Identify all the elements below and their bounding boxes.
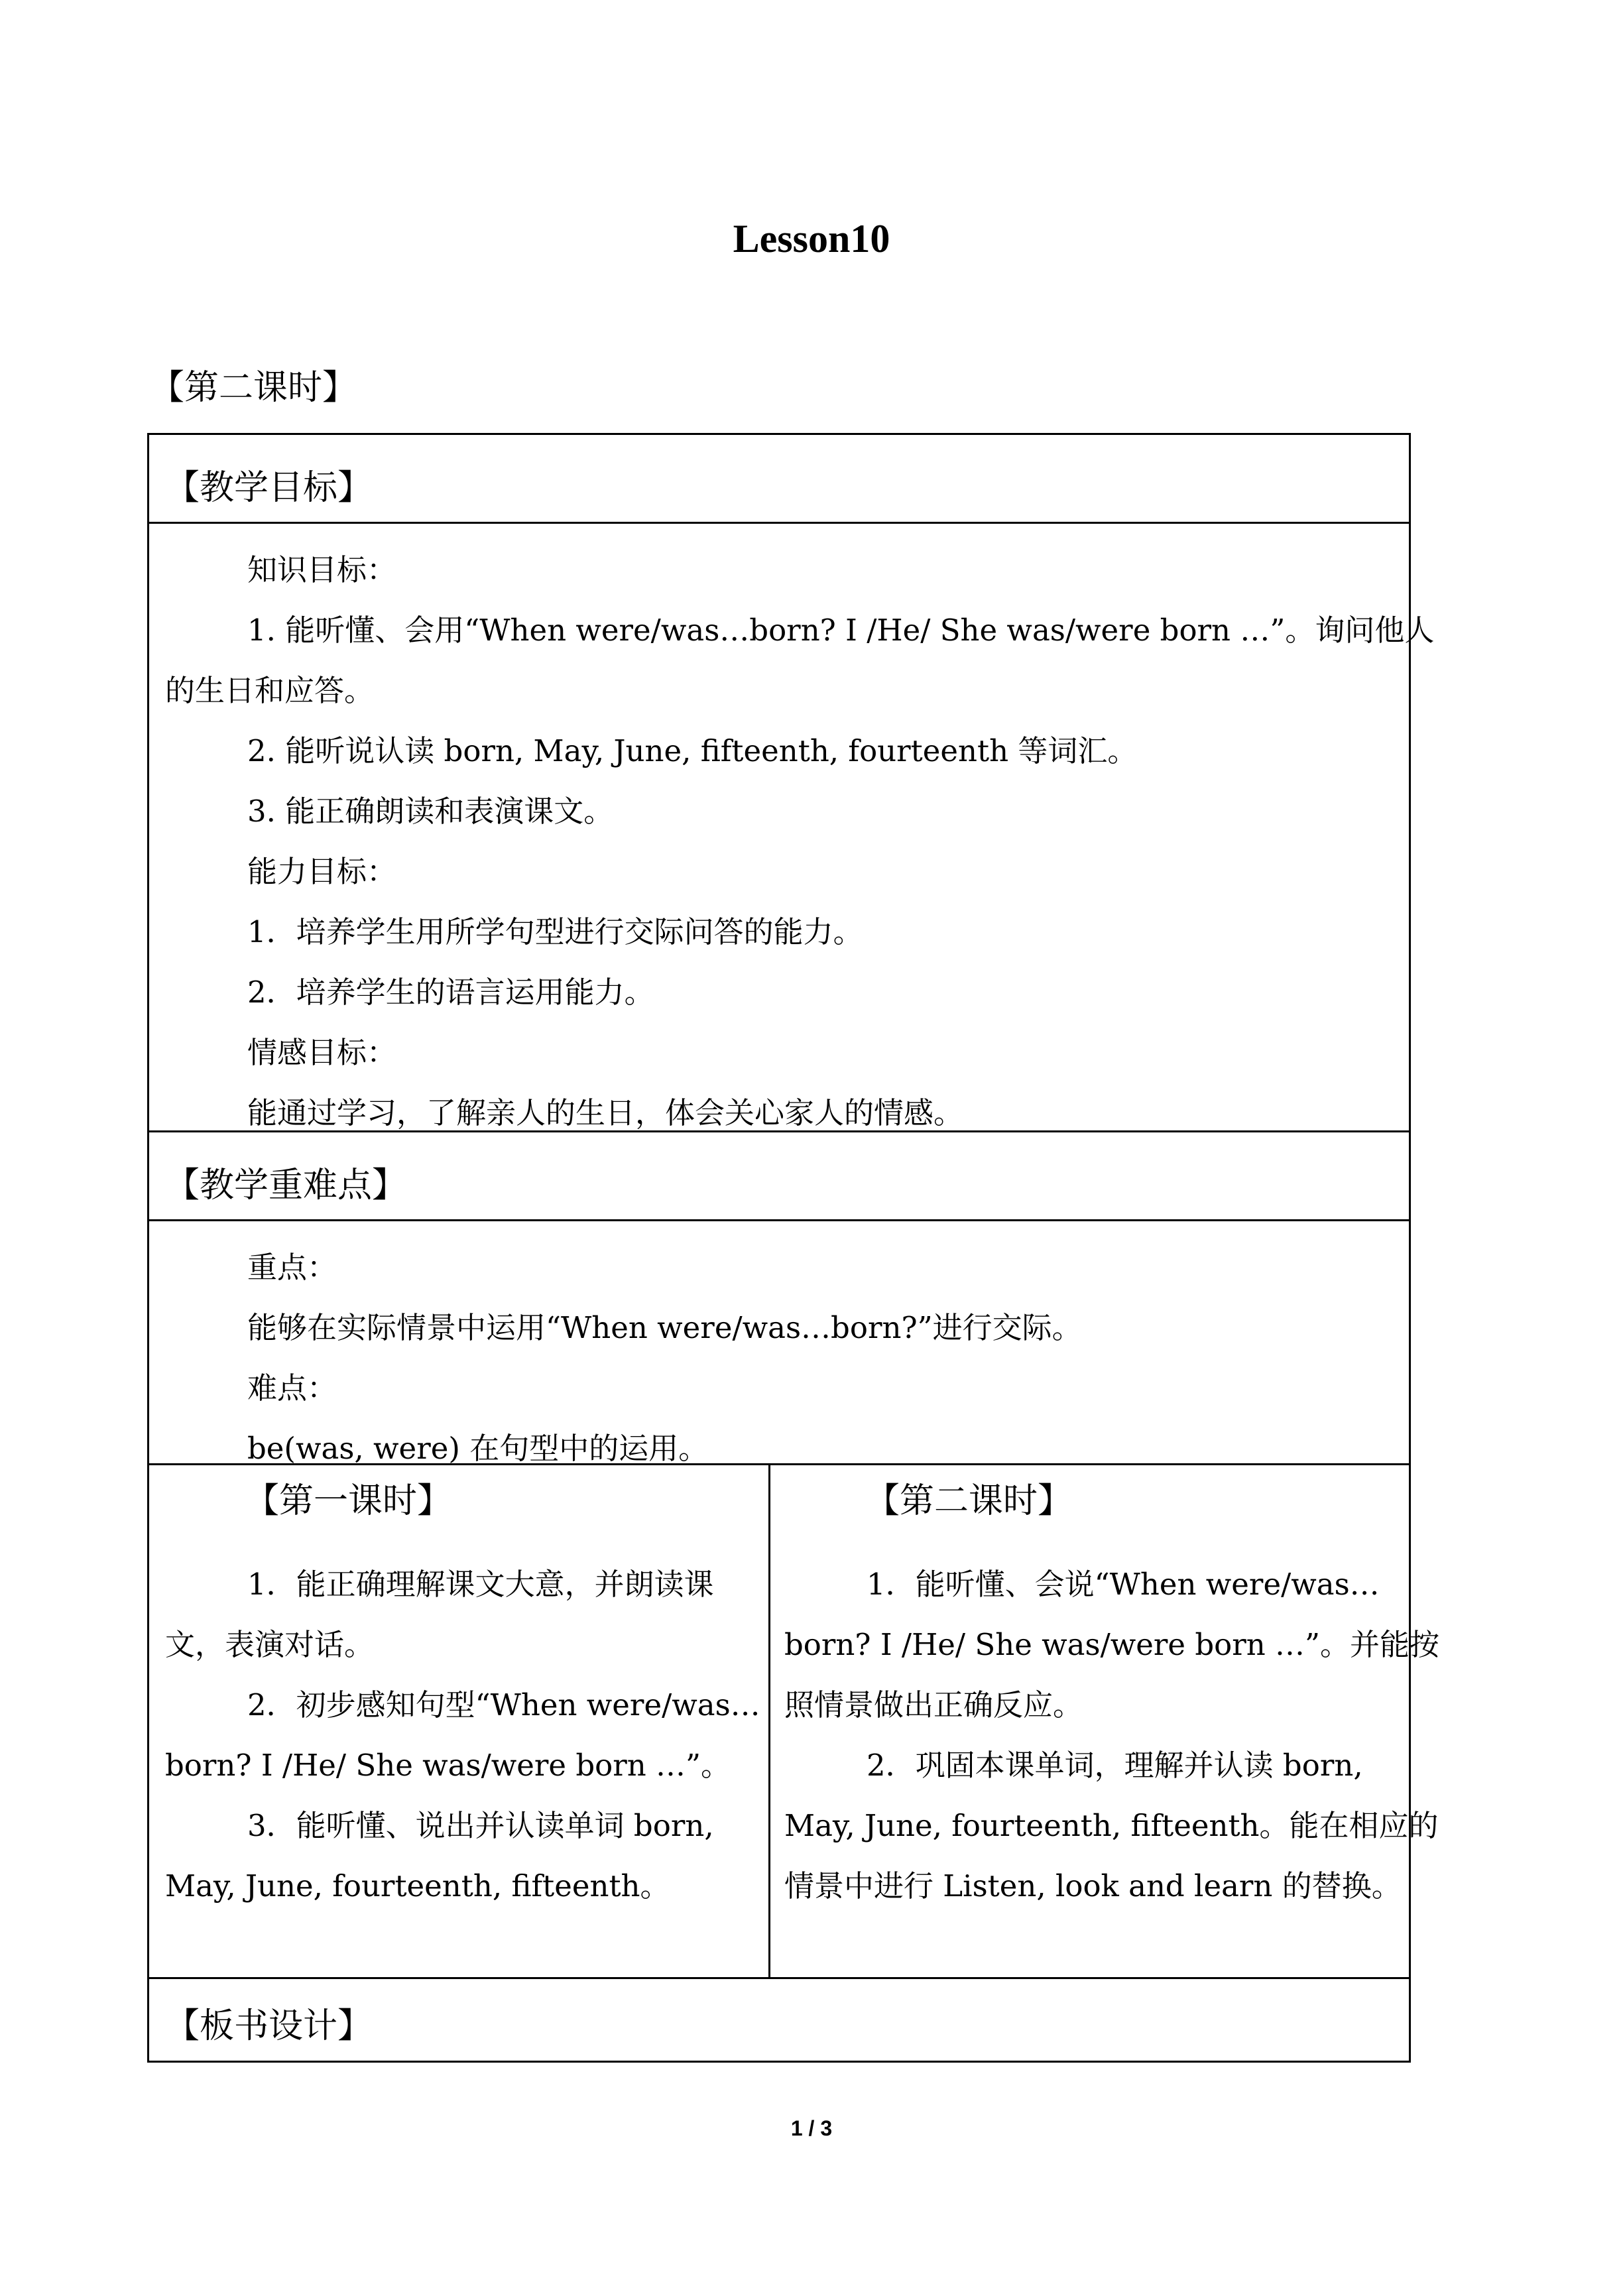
divider xyxy=(149,1130,1409,1132)
ability-item-1: 1．培养学生用所学句型进行交际问答的能力。 xyxy=(247,914,863,949)
ability-item-2: 2．培养学生的语言运用能力。 xyxy=(247,975,654,1010)
lesson2-header: 【第二课时】 xyxy=(865,1481,1073,1521)
knowledge-item-1-cont: 的生日和应答。 xyxy=(165,673,375,708)
difficulty-label: 难点： xyxy=(247,1370,337,1406)
lesson1-header: 【第一课时】 xyxy=(245,1481,452,1521)
knowledge-item-3: 3. 能正确朗读和表演课文。 xyxy=(247,794,614,829)
key-points-header: 【教学重难点】 xyxy=(165,1166,407,1205)
lesson-plan-table xyxy=(147,433,1440,2063)
lesson2-item-1-cont2: 照情景做出正确反应。 xyxy=(784,1687,1083,1722)
lesson1-body xyxy=(165,1554,760,1916)
page-title: Lesson10 xyxy=(733,217,890,261)
divider xyxy=(149,522,1409,524)
objectives-body xyxy=(165,540,1434,1143)
page-number: 1 / 3 xyxy=(790,2116,833,2140)
focus-label: 重点： xyxy=(247,1250,337,1285)
divider xyxy=(149,1219,1409,1221)
difficulty-text: be(was, were) 在句型中的运用。 xyxy=(247,1431,709,1466)
lesson1-item-1: 1．能正确理解课文大意，并朗读课 xyxy=(247,1567,714,1602)
lesson2-item-2-cont2: 情景中进行 Listen, look and learn 的替换。 xyxy=(784,1868,1402,1903)
lesson2-item-1-cont: born? I /He/ She was/were born …”。并能按 xyxy=(784,1627,1440,1662)
ability-label: 能力目标： xyxy=(247,854,397,889)
lesson2-item-1: 1．能听懂、会说“When were/was… xyxy=(867,1567,1380,1602)
lesson2-item-2: 2．巩固本课单词，理解并认读 born, xyxy=(867,1748,1363,1783)
key-points-body xyxy=(165,1237,1082,1479)
objectives-header: 【教学目标】 xyxy=(165,468,373,508)
lesson1-item-3-cont: May, June, fourteenth, fifteenth。 xyxy=(165,1868,670,1903)
lesson2-body xyxy=(784,1554,1439,1916)
column-divider xyxy=(768,1463,770,1977)
emotion-label: 情感目标： xyxy=(247,1035,397,1070)
emotion-item-1: 能通过学习，了解亲人的生日，体会关心家人的情感。 xyxy=(247,1095,964,1130)
lesson1-item-2: 2．初步感知句型“When were/was… xyxy=(247,1687,760,1722)
knowledge-label: 知识目标： xyxy=(247,552,397,587)
section-label: 【第二课时】 xyxy=(150,368,357,408)
knowledge-item-2: 2. 能听说认读 born, May, June, fifteenth, fourteenth 等词汇。 xyxy=(247,733,1138,768)
divider xyxy=(149,1977,1409,1979)
knowledge-item-1: 1. 能听懂、会用“When were/was…born? I /He/ She was/were born …”。询问他人 xyxy=(247,613,1435,648)
lesson1-item-3: 3．能听懂、说出并认读单词 born, xyxy=(247,1808,714,1843)
lesson1-item-1-cont: 文，表演对话。 xyxy=(165,1627,375,1662)
lesson1-item-2-cont: born? I /He/ She was/were born …”。 xyxy=(165,1748,731,1783)
board-design-header: 【板书设计】 xyxy=(165,2006,373,2046)
divider xyxy=(149,1463,1409,1465)
focus-text: 能够在实际情景中运用“When were/was…born?”进行交际。 xyxy=(247,1310,1082,1345)
lesson2-item-2-cont: May, June, fourteenth, fifteenth。能在相应的 xyxy=(784,1808,1439,1843)
